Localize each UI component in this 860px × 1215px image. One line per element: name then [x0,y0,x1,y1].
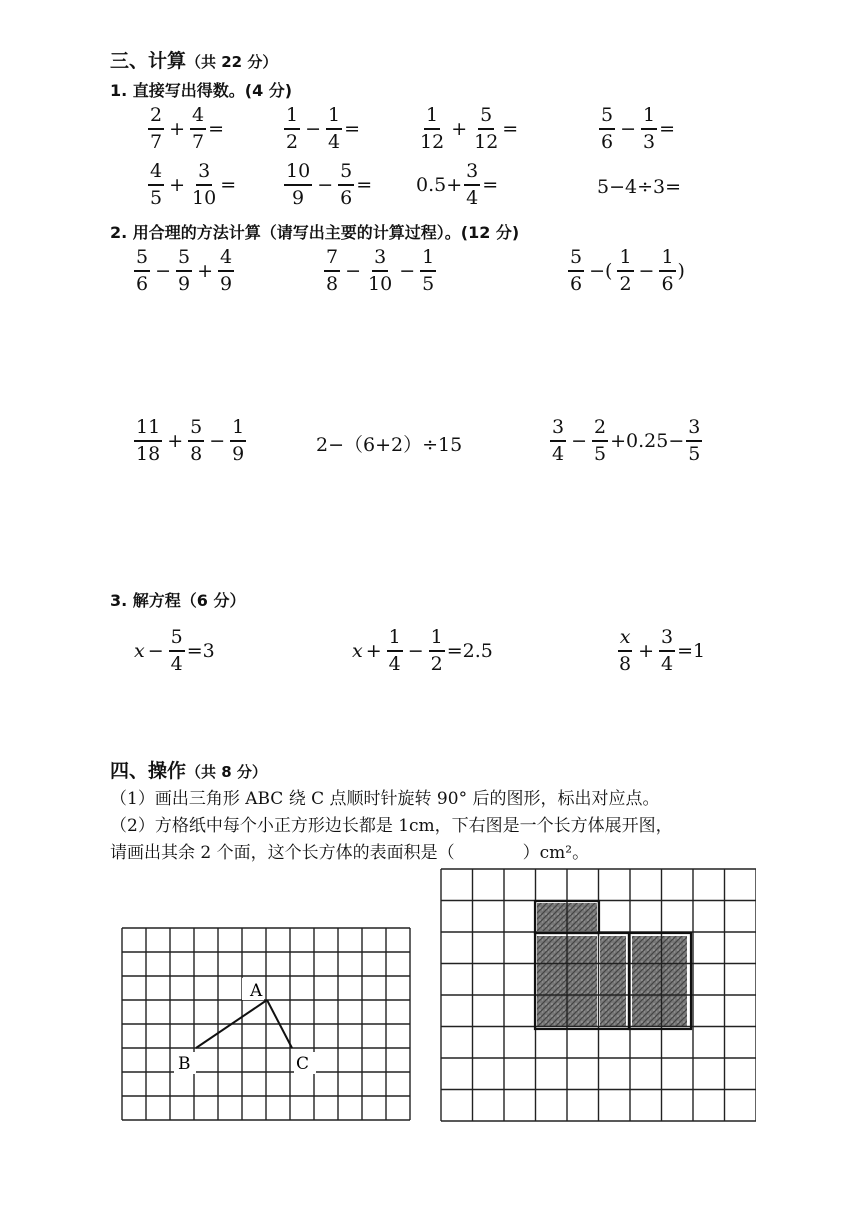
q3-equation-3: x 8 + $\frac{3}{4}$ =1 [619,626,706,675]
section3-title: 三、计算 [110,50,187,72]
q1-item-4: 5 6 − $\frac{1}{3}$ = [601,104,676,153]
shaded-faces [537,903,687,1027]
section4-title: 四、操作 [110,760,187,782]
section4-instruction-1: （1）画出三角形 ABC 绕 C 点顺时针旋转 90° 后的图形，标出对应点。 [110,789,660,809]
label-b: B [178,1054,191,1074]
section3-header [110,46,277,73]
section4-instruction-2: （2）方格纸中每个小正方形边长都是 1cm，下右图是一个长方体展开图， [110,816,673,836]
q3-equation-1: x − $\frac{5}{4}$ =3 [134,626,215,675]
section3-points: （共 22 分） [186,53,278,71]
q1-item-7: 0.5+ $\frac{3}{4}$ = [416,160,499,209]
q3-title: 3. 解方程（6 分） [110,591,246,610]
cuboid-net-grid[interactable] [436,864,756,1132]
q3-equation-2: x + $\frac{1}{4}$ − $\frac{1}{2}$ =2.5 [352,626,493,675]
q2-expr-4: 11 18 + $\frac{5}{8}$ − $\frac{1}{9}$ [136,416,245,465]
q1-item-8: 5−4÷3= [597,176,682,198]
q2-expr-1: 5 6 − $\frac{5}{9}$ + $\frac{4}{9}$ [136,246,233,295]
q1-item-3: 1 12 + $\frac{5}{12}$ = [420,104,519,153]
q1-item-1: 2 7 + $\frac{4}{7}$ = [150,104,225,153]
q2-expr-6: 3 4 − $\frac{2}{5}$ +0.25− $\frac{3}{5}$ [552,416,701,465]
q2-title: 2. 用合理的方法计算（请写出主要的计算过程）。(12 分) [110,223,520,242]
triangle-grid[interactable] [118,922,414,1126]
section4-header [110,756,267,783]
section4-instruction-3: 请画出其余 2 个面，这个长方体的表面积是（ ）cm²。 [110,843,590,863]
q2-expr-2: 7 8 − $\frac{3}{10}$ − $\frac{1}{5}$ [326,246,435,295]
q1-item-6: 10 9 − $\frac{5}{6}$ = [286,160,373,209]
q2-expr-5: 2−（6+2）÷15 [316,434,463,456]
label-c: C [296,1054,310,1074]
q2-expr-3: 5 6 −( 1 2 − $\frac{1}{6}$ ) [570,246,685,295]
section4-points: （共 8 分） [186,763,267,781]
q1-title: 1. 直接写出得数。(4 分) [110,81,293,100]
label-a: A [250,981,263,1001]
q1-item-5: 4 5 + $\frac{3}{10}$ = [150,160,237,209]
q1-item-2: 1 2 − $\frac{1}{4}$ = [286,104,361,153]
